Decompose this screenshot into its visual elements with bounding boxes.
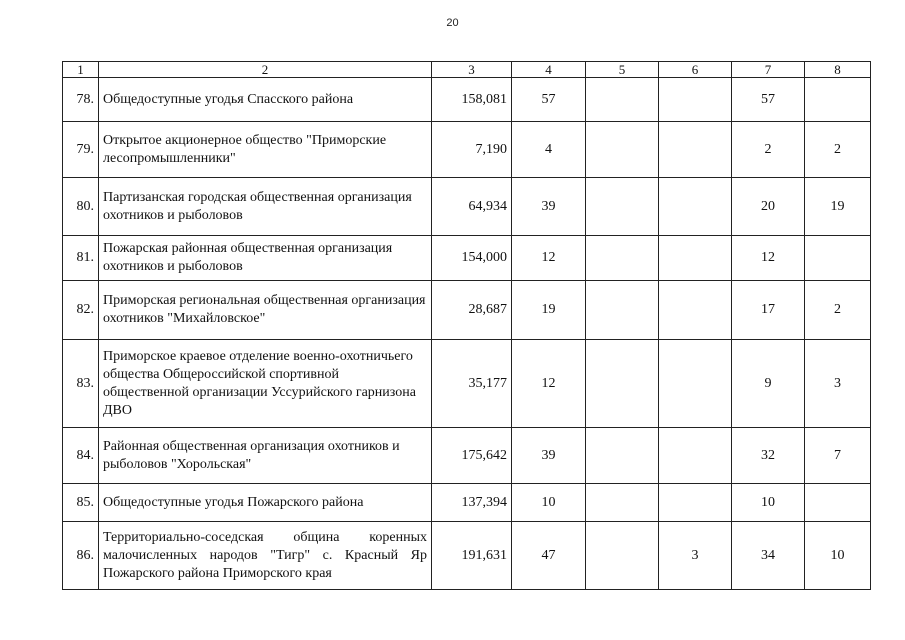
table-row <box>63 78 871 122</box>
row-number: 82. <box>63 281 99 340</box>
cell-col3: 175,642 <box>432 428 512 484</box>
cell-col5 <box>586 428 659 484</box>
table-row <box>63 236 871 281</box>
row-number: 83. <box>63 340 99 428</box>
organization-name: Открытое акционерное общество "Приморские лесопромышленники" <box>99 122 432 178</box>
cell-col5 <box>586 178 659 236</box>
cell-col8: 2 <box>805 122 871 178</box>
cell-col7: 12 <box>732 236 805 281</box>
column-header: 8 <box>805 62 871 78</box>
cell-col7: 9 <box>732 340 805 428</box>
cell-col8: 7 <box>805 428 871 484</box>
table-row <box>63 178 871 236</box>
organization-name: Общедоступные угодья Пожарского района <box>99 484 432 522</box>
cell-col7: 57 <box>732 78 805 122</box>
organization-name: Приморское краевое отделение военно-охотничьего общества Общероссийской спортивной общественной организации Уссурийского гарнизона ДВО <box>99 340 432 428</box>
table-row <box>63 122 871 178</box>
table-row <box>63 281 871 340</box>
cell-col6 <box>659 122 732 178</box>
column-header: 5 <box>586 62 659 78</box>
cell-col6 <box>659 484 732 522</box>
cell-col5 <box>586 281 659 340</box>
cell-col8 <box>805 78 871 122</box>
cell-col6 <box>659 281 732 340</box>
cell-col4: 10 <box>512 484 586 522</box>
cell-col4: 57 <box>512 78 586 122</box>
column-header: 3 <box>432 62 512 78</box>
cell-col7: 32 <box>732 428 805 484</box>
cell-col7: 17 <box>732 281 805 340</box>
cell-col4: 12 <box>512 236 586 281</box>
cell-col8: 10 <box>805 522 871 590</box>
cell-col5 <box>586 340 659 428</box>
organization-name: Приморская региональная общественная организация охотников "Михайловское" <box>99 281 432 340</box>
cell-col5 <box>586 484 659 522</box>
cell-col3: 64,934 <box>432 178 512 236</box>
cell-col7: 10 <box>732 484 805 522</box>
cell-col4: 12 <box>512 340 586 428</box>
organization-name: Общедоступные угодья Спасского района <box>99 78 432 122</box>
cell-col3: 191,631 <box>432 522 512 590</box>
row-number: 81. <box>63 236 99 281</box>
table-header-row <box>63 62 871 78</box>
cell-col6 <box>659 178 732 236</box>
row-number: 79. <box>63 122 99 178</box>
table-row <box>63 340 871 428</box>
cell-col8: 2 <box>805 281 871 340</box>
cell-col6: 3 <box>659 522 732 590</box>
cell-col3: 137,394 <box>432 484 512 522</box>
organization-name: Районная общественная организация охотников и рыболовов "Хорольская" <box>99 428 432 484</box>
cell-col7: 20 <box>732 178 805 236</box>
cell-col3: 154,000 <box>432 236 512 281</box>
row-number: 84. <box>63 428 99 484</box>
cell-col8: 19 <box>805 178 871 236</box>
organization-name: Партизанская городская общественная организация охотников и рыболовов <box>99 178 432 236</box>
cell-col5 <box>586 522 659 590</box>
row-number: 86. <box>63 522 99 590</box>
table-row <box>63 522 871 590</box>
cell-col4: 39 <box>512 428 586 484</box>
cell-col4: 39 <box>512 178 586 236</box>
column-header: 7 <box>732 62 805 78</box>
cell-col6 <box>659 236 732 281</box>
cell-col5 <box>586 122 659 178</box>
cell-col4: 4 <box>512 122 586 178</box>
cell-col6 <box>659 340 732 428</box>
column-header: 6 <box>659 62 732 78</box>
allocation-table <box>62 61 871 590</box>
cell-col3: 28,687 <box>432 281 512 340</box>
table-row <box>63 484 871 522</box>
table-row <box>63 428 871 484</box>
cell-col8 <box>805 236 871 281</box>
row-number: 80. <box>63 178 99 236</box>
column-header: 2 <box>99 62 432 78</box>
cell-col6 <box>659 78 732 122</box>
cell-col8: 3 <box>805 340 871 428</box>
cell-col4: 19 <box>512 281 586 340</box>
row-number: 85. <box>63 484 99 522</box>
cell-col5 <box>586 78 659 122</box>
organization-name: Территориально-соседская община коренных малочисленных народов "Тигр" с. Красный Яр Пожарского района Приморского края <box>99 522 432 590</box>
column-header: 4 <box>512 62 586 78</box>
row-number: 78. <box>63 78 99 122</box>
cell-col7: 2 <box>732 122 805 178</box>
cell-col3: 35,177 <box>432 340 512 428</box>
cell-col7: 34 <box>732 522 805 590</box>
cell-col8 <box>805 484 871 522</box>
organization-name: Пожарская районная общественная организация охотников и рыболовов <box>99 236 432 281</box>
cell-col6 <box>659 428 732 484</box>
cell-col4: 47 <box>512 522 586 590</box>
page-number: 20 <box>446 17 459 29</box>
cell-col5 <box>586 236 659 281</box>
column-header: 1 <box>63 62 99 78</box>
cell-col3: 7,190 <box>432 122 512 178</box>
cell-col3: 158,081 <box>432 78 512 122</box>
